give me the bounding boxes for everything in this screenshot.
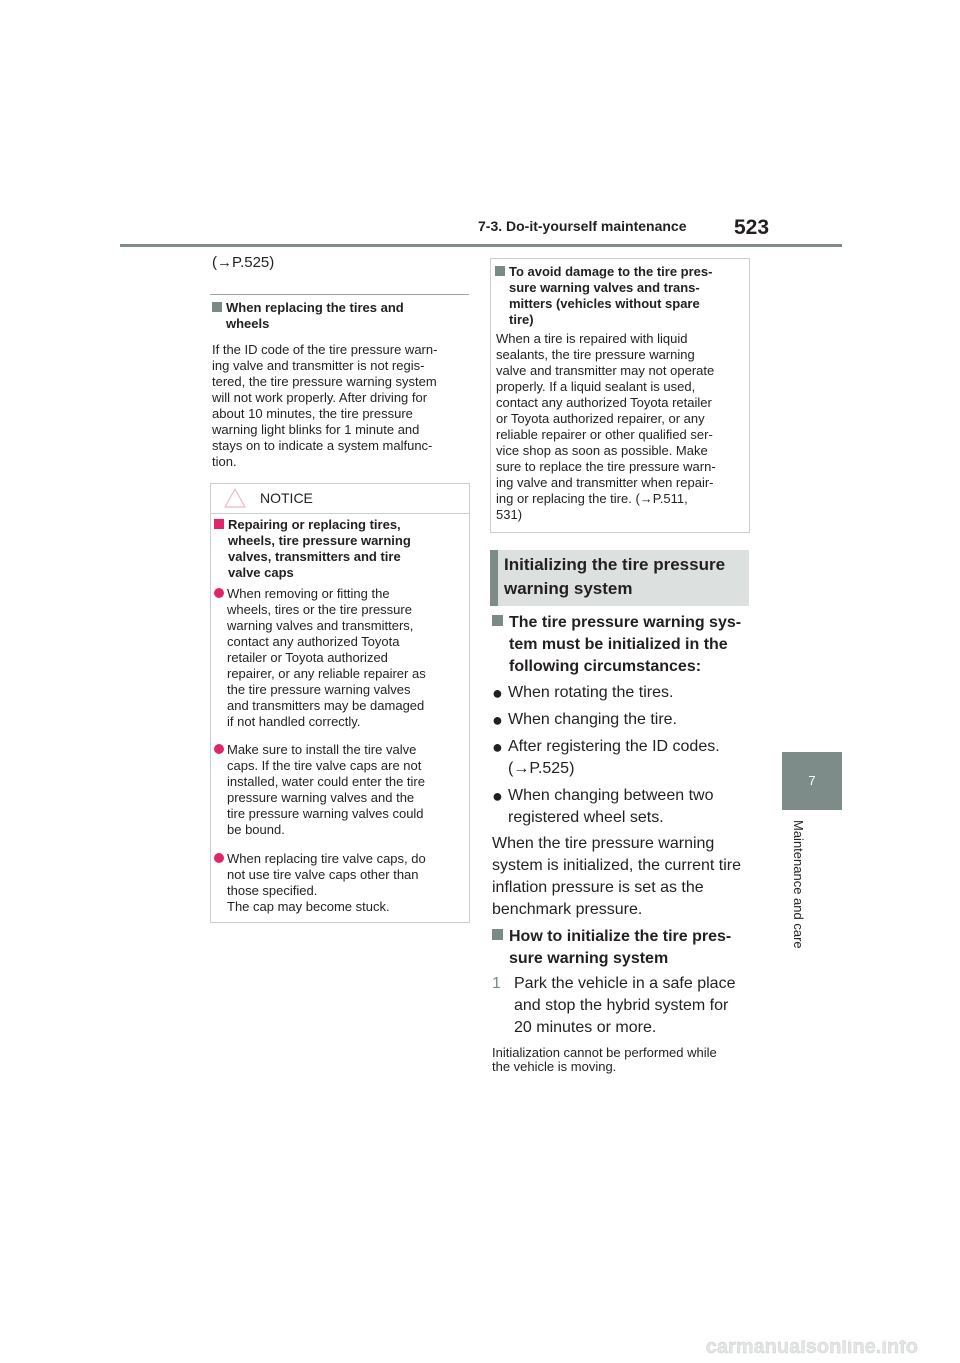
divider xyxy=(210,294,469,295)
square-bullet-icon xyxy=(492,615,503,626)
list-item: ● When rotating the tires. xyxy=(492,683,674,703)
bullet-dot-icon: ● xyxy=(492,737,503,757)
bullet-dot-icon: ● xyxy=(492,786,503,806)
circle-bullet-icon xyxy=(214,588,224,598)
step-1: 1 Park the vehicle in a safe place and stop the hybrid system for 20 minutes or more. xyxy=(492,975,736,1036)
notice-bullet: When replacing tire valve caps, do not use tire valve caps other than those specified. The cap may become stuck. xyxy=(214,851,464,915)
watermark xyxy=(0,1340,960,1358)
warning-triangle-icon xyxy=(224,488,246,508)
step-number: 1 xyxy=(492,975,501,992)
subheading-replacing-tires: When replacing the tires and wheels xyxy=(212,300,464,332)
section-title: Initializing the tire pressure warning system xyxy=(504,555,726,598)
bullet-dot-icon: ● xyxy=(492,710,503,730)
circle-bullet-icon xyxy=(214,744,224,754)
square-bullet-icon xyxy=(492,929,503,940)
subheading-avoid-damage: To avoid damage to the tire pres- sure warning valves and trans- mitters (vehicles without spare tire) xyxy=(495,264,745,328)
notice-header xyxy=(210,483,470,514)
paragraph-replacing-tires: If the ID code of the tire pressure warn- ing valve and transmitter is not regis- tered, the tire pressure warning system will not work properly. After driving for about 10 minutes, the tire pressure warning light blinks for 1 minute and stays on to indicate a system malfunc- tion. xyxy=(212,342,438,469)
chapter-tab[interactable]: 7 xyxy=(782,752,842,810)
paragraph-initialization: When the tire pressure warning system is initialized, the current tire inflation pressure is set as the benchmark pressure. xyxy=(492,835,741,918)
chapter-title-vertical: Maintenance and care xyxy=(791,820,806,949)
notice-bullet: Make sure to install the tire valve caps. If the tire valve caps are not installed, water could enter the tire pressure warning valves and the tire pressure warning valves could be bound. xyxy=(214,742,464,838)
section-heading-bar xyxy=(490,550,498,606)
watermark-logo xyxy=(0,1340,960,1358)
circle-bullet-icon xyxy=(214,853,224,863)
square-bullet-icon xyxy=(212,302,222,312)
square-bullet-icon xyxy=(495,266,505,276)
square-bullet-icon xyxy=(214,519,224,529)
note-initialization: Initialization cannot be performed while the vehicle is moving. xyxy=(492,1045,717,1074)
notice-bullet: When removing or fitting the wheels, tires or the tire pressure warning valves and transmitters, contact any authorized Toyota retailer or Toyota authorized repairer, or any reliable repairer as the tire pressure warning valves and transmitters may be damaged if not handled correctly. xyxy=(214,586,464,730)
section-header: 7-3. Do-it-yourself maintenance xyxy=(478,218,687,234)
page-reference[interactable]: (→P.525) xyxy=(212,254,275,271)
bullet-dot-icon: ● xyxy=(492,683,503,703)
list-item: ● When changing the tire. xyxy=(492,710,677,730)
subheading-circumstances: The tire pressure warning sys- tem must be initialized in the following circumstances: xyxy=(492,612,750,678)
header-rule xyxy=(120,244,842,247)
page-number: 523 xyxy=(734,216,770,239)
svg-text:carmanualsonline.info: carmanualsonline.info xyxy=(705,1340,918,1358)
notice-subheading: Repairing or replacing tires, wheels, tire pressure warning valves, transmitters and tire valve caps xyxy=(214,517,464,581)
notice-title: NOTICE xyxy=(260,490,313,506)
subheading-how-to: How to initialize the tire pres- sure warning system xyxy=(492,926,750,970)
list-item: ● When changing between two registered wheel sets. xyxy=(492,786,714,826)
paragraph-avoid-damage: When a tire is repaired with liquid sealants, the tire pressure warning valve and transmitter may not operate properly. If a liquid sealant is used, contact any authorized Toyota retailer or Toyota authorized repairer, or any reliable repairer or other qualified ser- vice shop as soon as possible. Make sure to replace the tire pressure warn- ing valve and transmitter when repair- ing or replacing the tire. (→P.511, 531) xyxy=(496,331,716,522)
list-item: ● After registering the ID codes. (→P.525) xyxy=(492,737,720,777)
